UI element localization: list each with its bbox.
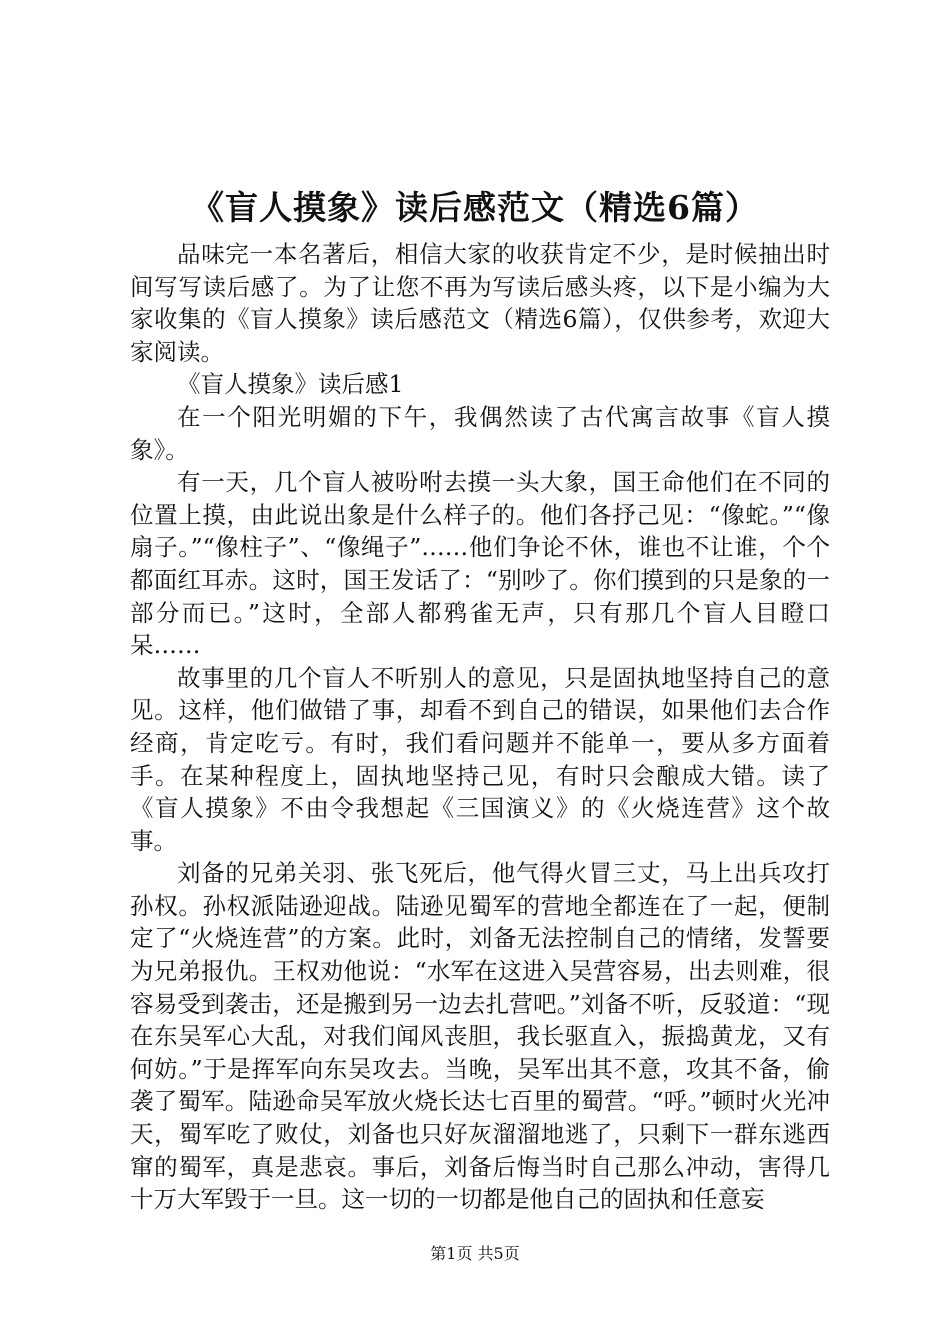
paragraph: 有一天，几个盲人被吩咐去摸一头大象，国王命他们在不同的位置上摸，由此说出象是什么样子的。他们各抒己见：“像蛇。”“像扇子。”“像柱子”、“像绳子”……他们争论不休，谁也不让谁，个个都面红耳赤。这时，国王发话了：“别吵了。你们摸到的只是象的一部分而已。”这时，全部人都鸦雀无声，只有那几个盲人目瞪口呆…… <box>130 468 830 660</box>
paragraph: 在一个阳光明媚的下午，我偶然读了古代寓言故事《盲人摸象》。 <box>130 402 830 464</box>
paragraph: 刘备的兄弟关羽、张飞死后，他气得火冒三丈，马上出兵攻打孙权。孙权派陆逊迎战。陆逊见蜀军的营地全都连在了一起，便制定了“火烧连营”的方案。此时，刘备无法控制自己的情绪，发誓要为兄弟报仇。王权劝他说：“水军在这进入吴营容易，出去则难，很容易受到袭击，还是搬到另一边去扎营吧。”刘备不听，反驳道：“现在东吴军心大乱，对我们闻风丧胆，我长驱直入，振捣黄龙，又有何妨。”于是挥军向东吴攻去。当晚，吴军出其不意，攻其不备，偷袭了蜀军。陆逊命吴军放火烧长达七百里的蜀营。“呼。”顿时火光冲天，蜀军吃了败仗，刘备也只好灰溜溜地逃了，只剩下一群东逃西窜的蜀军，真是悲哀。事后，刘备后悔当时自己那么冲动，害得几十万大军毁于一旦。这一切的一切都是他自己的固执和任意妄 <box>130 859 830 1214</box>
paragraph: 故事里的几个盲人不听别人的意见，只是固执地坚持自己的意见。这样，他们做错了事，却看不到自己的错误，如果他们去合作经商，肯定吃亏。有时，我们看问题并不能单一，要从多方面着手。在某种程度上，固执地坚持己见，有时只会酿成大错。读了《盲人摸象》不由令我想起《三国演义》的《火烧连营》这个故事。 <box>130 663 830 855</box>
document-body <box>130 238 830 1216</box>
page-title: 《盲人摸象》读后感范文（精选6篇） <box>191 188 759 227</box>
section-heading: 《盲人摸象》读后感1 <box>177 370 404 399</box>
paragraph-intro: 品味完一本名著后，相信大家的收获肯定不少，是时候抽出时间写写读后感了。为了让您不再为写读后感头疼，以下是小编为大家收集的《盲人摸象》读后感范文（精选6篇），仅供参考，欢迎大家阅读。 <box>130 240 830 366</box>
page-footer: 第1页 共5页 <box>430 1244 520 1263</box>
